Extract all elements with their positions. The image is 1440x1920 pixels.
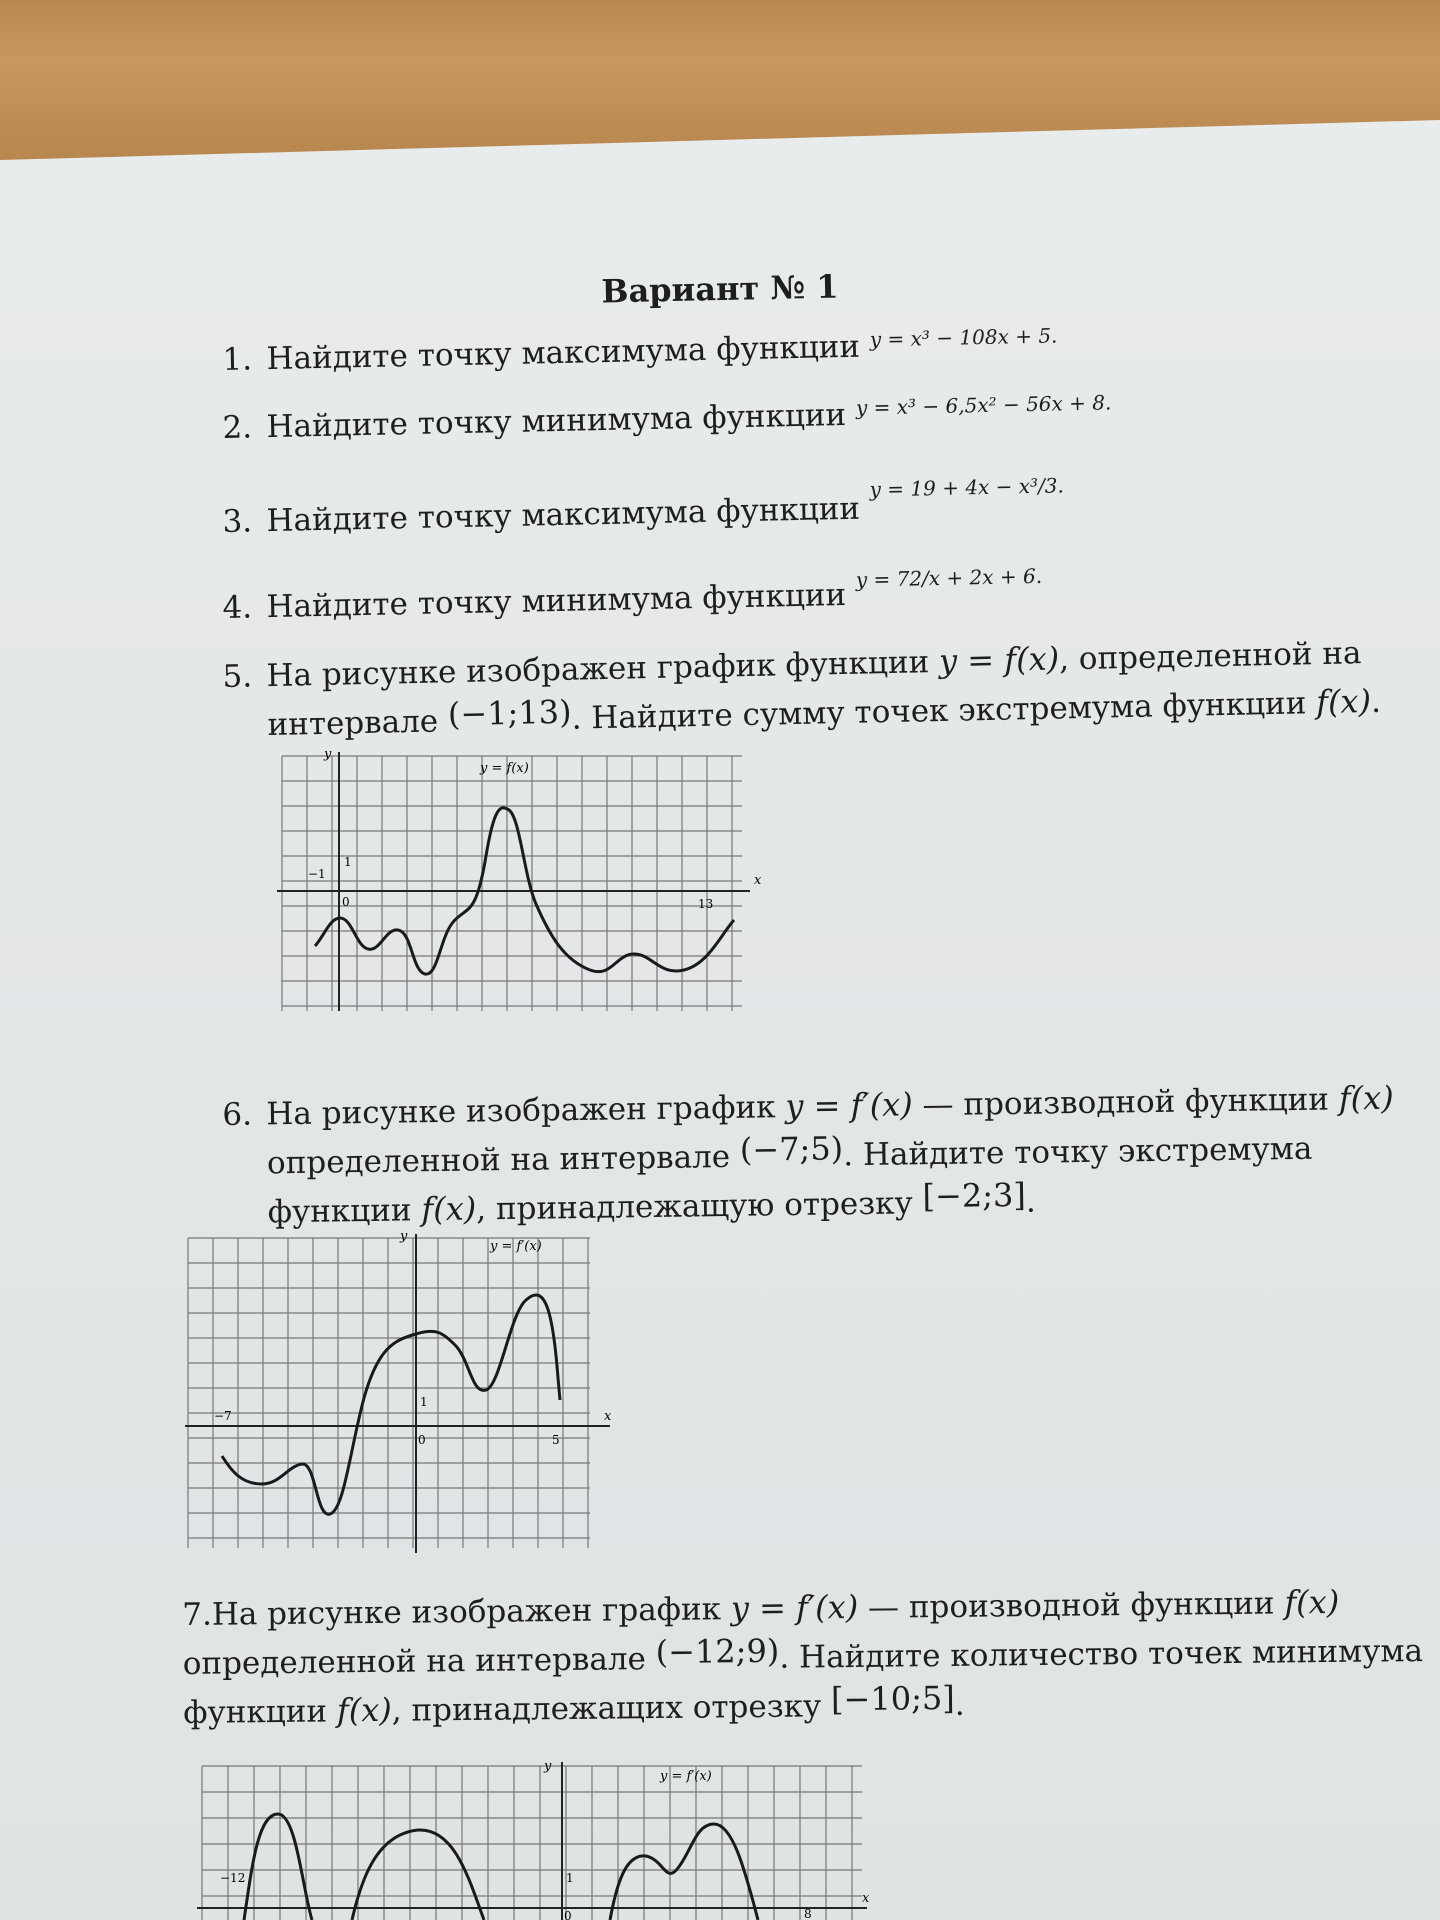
problem-text: . Найдите сумму точек экстремума функции [571, 685, 1307, 737]
interval: (−1;13) [447, 692, 572, 734]
tick-label: 8 [804, 1907, 812, 1920]
problem-text: , принадлежащих отрезку [391, 1688, 822, 1729]
function-notation: y = f′(x) [730, 1587, 859, 1628]
function-notation: y = f′(x) [785, 1085, 913, 1126]
problem-text: определенной на интервале [266, 1138, 731, 1182]
grid [202, 1766, 862, 1920]
problem-text: , принадлежащую отрезку [475, 1185, 914, 1228]
problem-text: На рисунке изображен график [211, 1591, 722, 1633]
segment: [−10;5] [830, 1678, 955, 1719]
function-notation: f(x) [1338, 1078, 1394, 1118]
problem-text: интервале [267, 703, 439, 744]
tick-label: 1 [420, 1395, 428, 1409]
grid [188, 1238, 590, 1548]
problem-text: Найдите точку максимума функции [266, 490, 861, 540]
page-title: Вариант № 1 [601, 267, 839, 311]
derivative-curve [244, 1814, 758, 1920]
problem-number: 7. [182, 1596, 213, 1633]
problem-number: 3. [222, 503, 253, 540]
problem-number: 4. [222, 589, 253, 626]
problem-text: функции [183, 1693, 328, 1731]
punctuation: . [1025, 1183, 1036, 1220]
problem-text: На рисунке изображен график функции [266, 644, 930, 695]
problem-number: 1. [222, 341, 253, 378]
tick-label: 0 [564, 1909, 572, 1920]
graph-7 [192, 1756, 882, 1920]
function-notation: f(x) [421, 1189, 477, 1229]
function-notation: f(x) [1284, 1582, 1340, 1622]
y-axis-label: y [324, 747, 332, 762]
tick-label: 13 [698, 897, 714, 911]
problem-text: функции [267, 1192, 412, 1231]
problem-text: Найдите точку минимума функции [266, 396, 847, 446]
problem-text: , определенной на [1058, 635, 1362, 678]
interval: (−12;9) [655, 1631, 780, 1672]
problem-text: На рисунке изображен график [266, 1089, 776, 1133]
graph-5 [272, 746, 762, 1018]
tick-label: 0 [418, 1433, 426, 1447]
tick-label: 5 [552, 1433, 560, 1447]
segment: [−2;3] [922, 1175, 1027, 1216]
tick-label: −7 [214, 1409, 232, 1423]
problem-7 [182, 1577, 1424, 1737]
punctuation: . [954, 1686, 965, 1723]
tick-label: 1 [344, 855, 352, 869]
function-notation: f(x) [336, 1690, 392, 1730]
derivative-curve [222, 1295, 560, 1514]
problem-formula: y = 19 + 4x − x³/3. [869, 473, 1065, 502]
problem-text: — производной функции [867, 1585, 1275, 1626]
tick-label: 1 [566, 1871, 574, 1885]
problem-text: — производной функции [922, 1081, 1330, 1124]
graph-caption: y = f′(x) [490, 1239, 542, 1254]
problem-number: 6. [222, 1096, 253, 1133]
graph-caption: y = f(x) [480, 761, 529, 776]
x-axis-label: x [604, 1409, 612, 1424]
problem-text: Найдите точку минимума функции [266, 576, 847, 626]
problem-text: Найдите точку максимума функции [266, 328, 861, 378]
punctuation: . [1370, 683, 1382, 720]
tick-label: 0 [342, 895, 350, 909]
x-axis-label: x [754, 873, 762, 888]
y-axis-label: y [400, 1229, 408, 1244]
problem-number: 5. [222, 658, 253, 695]
problem-6 [222, 1074, 1395, 1237]
function-notation: y = f(x) [938, 639, 1060, 680]
problem-formula: y = x³ − 108x + 5. [869, 323, 1058, 352]
function-notation: f(x) [1315, 681, 1372, 722]
tick-label: −12 [220, 1871, 246, 1885]
grid [282, 756, 742, 1011]
graph-6 [180, 1228, 620, 1558]
interval: (−7;5) [739, 1129, 844, 1169]
problem-number: 2. [222, 409, 253, 446]
problem-formula: y = 72/x + 2x + 6. [855, 563, 1043, 592]
tick-label: −1 [308, 867, 326, 881]
y-axis-label: y [544, 1759, 552, 1774]
problem-formula: y = x³ − 6,5x² − 56x + 8. [855, 390, 1112, 420]
graph-caption: y = f′(x) [660, 1769, 712, 1784]
x-axis-label: x [862, 1891, 870, 1906]
problem-text: . Найдите количество точек минимума [779, 1633, 1424, 1676]
problem-text: определенной на интервале [182, 1641, 647, 1682]
problem-text: . Найдите точку экстремума [842, 1130, 1313, 1174]
